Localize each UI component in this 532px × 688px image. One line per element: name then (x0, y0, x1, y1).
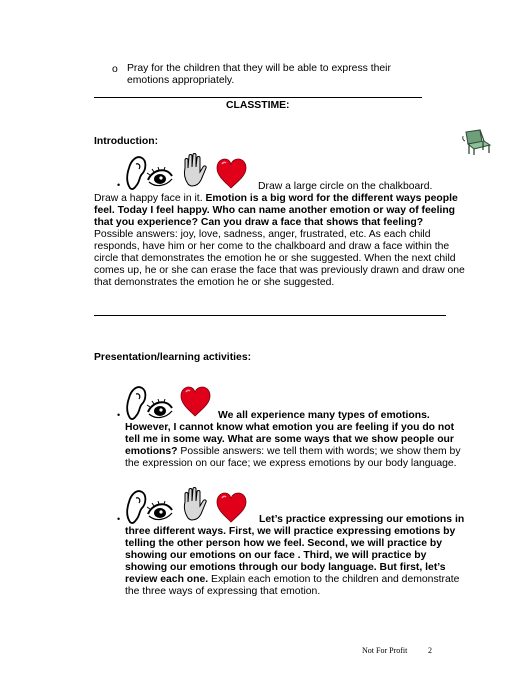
hand-icon (184, 488, 206, 521)
divider-top (94, 97, 422, 98)
item1-bullet: • (117, 410, 121, 420)
hand-icon (184, 154, 206, 187)
prayer-line-2: emotions appropriately. (127, 75, 235, 86)
intro-icon-group (124, 152, 250, 192)
eye-icon (147, 399, 172, 418)
item1-icon-group (124, 382, 214, 422)
ear-icon (127, 491, 145, 523)
item2-line-5: showing our emotions through our body language. But first, let’s (125, 562, 446, 573)
intro-line-5: Possible answers: joy, love, sadness, anger, frustrated, etc. As each child (94, 229, 431, 240)
item2-line-4: showing our emotions on our face . Third, we will practice by (125, 550, 427, 561)
item1-line-2: However, I cannot know what emotion you are feeling if you do not (125, 422, 455, 433)
divider-middle (94, 315, 446, 316)
heart-icon (217, 493, 246, 522)
intro-line-7: circle that demonstrates the emotion he or she suggested. When the next child (94, 253, 456, 264)
classtime-heading: CLASSTIME: (226, 100, 290, 111)
item2-line-7: the three ways of expressing that emotion. (125, 586, 321, 597)
presentation-heading: Presentation/learning activities: (94, 352, 252, 363)
item1-line-4: emotions? Possible answers: we tell them with words; we show them by (125, 446, 461, 457)
item1-line-5: the expression on our face; we express emotions by our body language. (125, 458, 457, 469)
chair-icon (460, 128, 494, 156)
heart-icon (217, 159, 246, 188)
item2-icon-group (124, 486, 250, 526)
prayer-marker: o (112, 64, 118, 75)
intro-line-4: that you experience? Can you draw a face that shows that feeling? (94, 217, 424, 228)
item2-line-6: review each one. Explain each emotion to the children and demonstrate (125, 574, 460, 585)
item1-line-1: We all experience many types of emotions. (218, 410, 430, 421)
intro-line-2: Draw a happy face in it. Emotion is a big word for the different ways people (94, 193, 458, 204)
page-number: 2 (428, 646, 432, 655)
item2-bullet: • (117, 514, 121, 524)
intro-first-line: Draw a large circle on the chalkboard. (258, 181, 433, 192)
intro-line-8: comes up, he or she can erase the face that was previously drawn and draw one (94, 265, 465, 276)
item2-line-3: telling the other person how we feel. Second, we will practice by (125, 538, 442, 549)
ear-icon (127, 387, 145, 419)
ear-icon (127, 157, 145, 189)
prayer-line-1: Pray for the children that they will be able to express their (127, 63, 391, 74)
footer-label: Not For Profit (362, 646, 408, 655)
intro-line-3: feel. Today I feel happy. Who can name another emotion or way of feeling (94, 205, 456, 216)
item2-line-2: three different ways. First, we will practice expressing emotions by (125, 526, 456, 537)
intro-bullet: • (117, 180, 121, 190)
heart-icon (181, 387, 210, 416)
eye-icon (147, 167, 172, 186)
introduction-heading: Introduction: (94, 136, 159, 147)
item1-line-3: tell me in some way. What are some ways that we show people our (125, 434, 454, 445)
intro-line-9: that demonstrates the emotion he or she suggested. (94, 277, 335, 288)
item2-line-1: Let’s practice expressing our emotions in (259, 514, 465, 525)
eye-icon (147, 501, 172, 520)
intro-line-6: responds, have him or her come to the chalkboard and draw a face within the (94, 241, 450, 252)
